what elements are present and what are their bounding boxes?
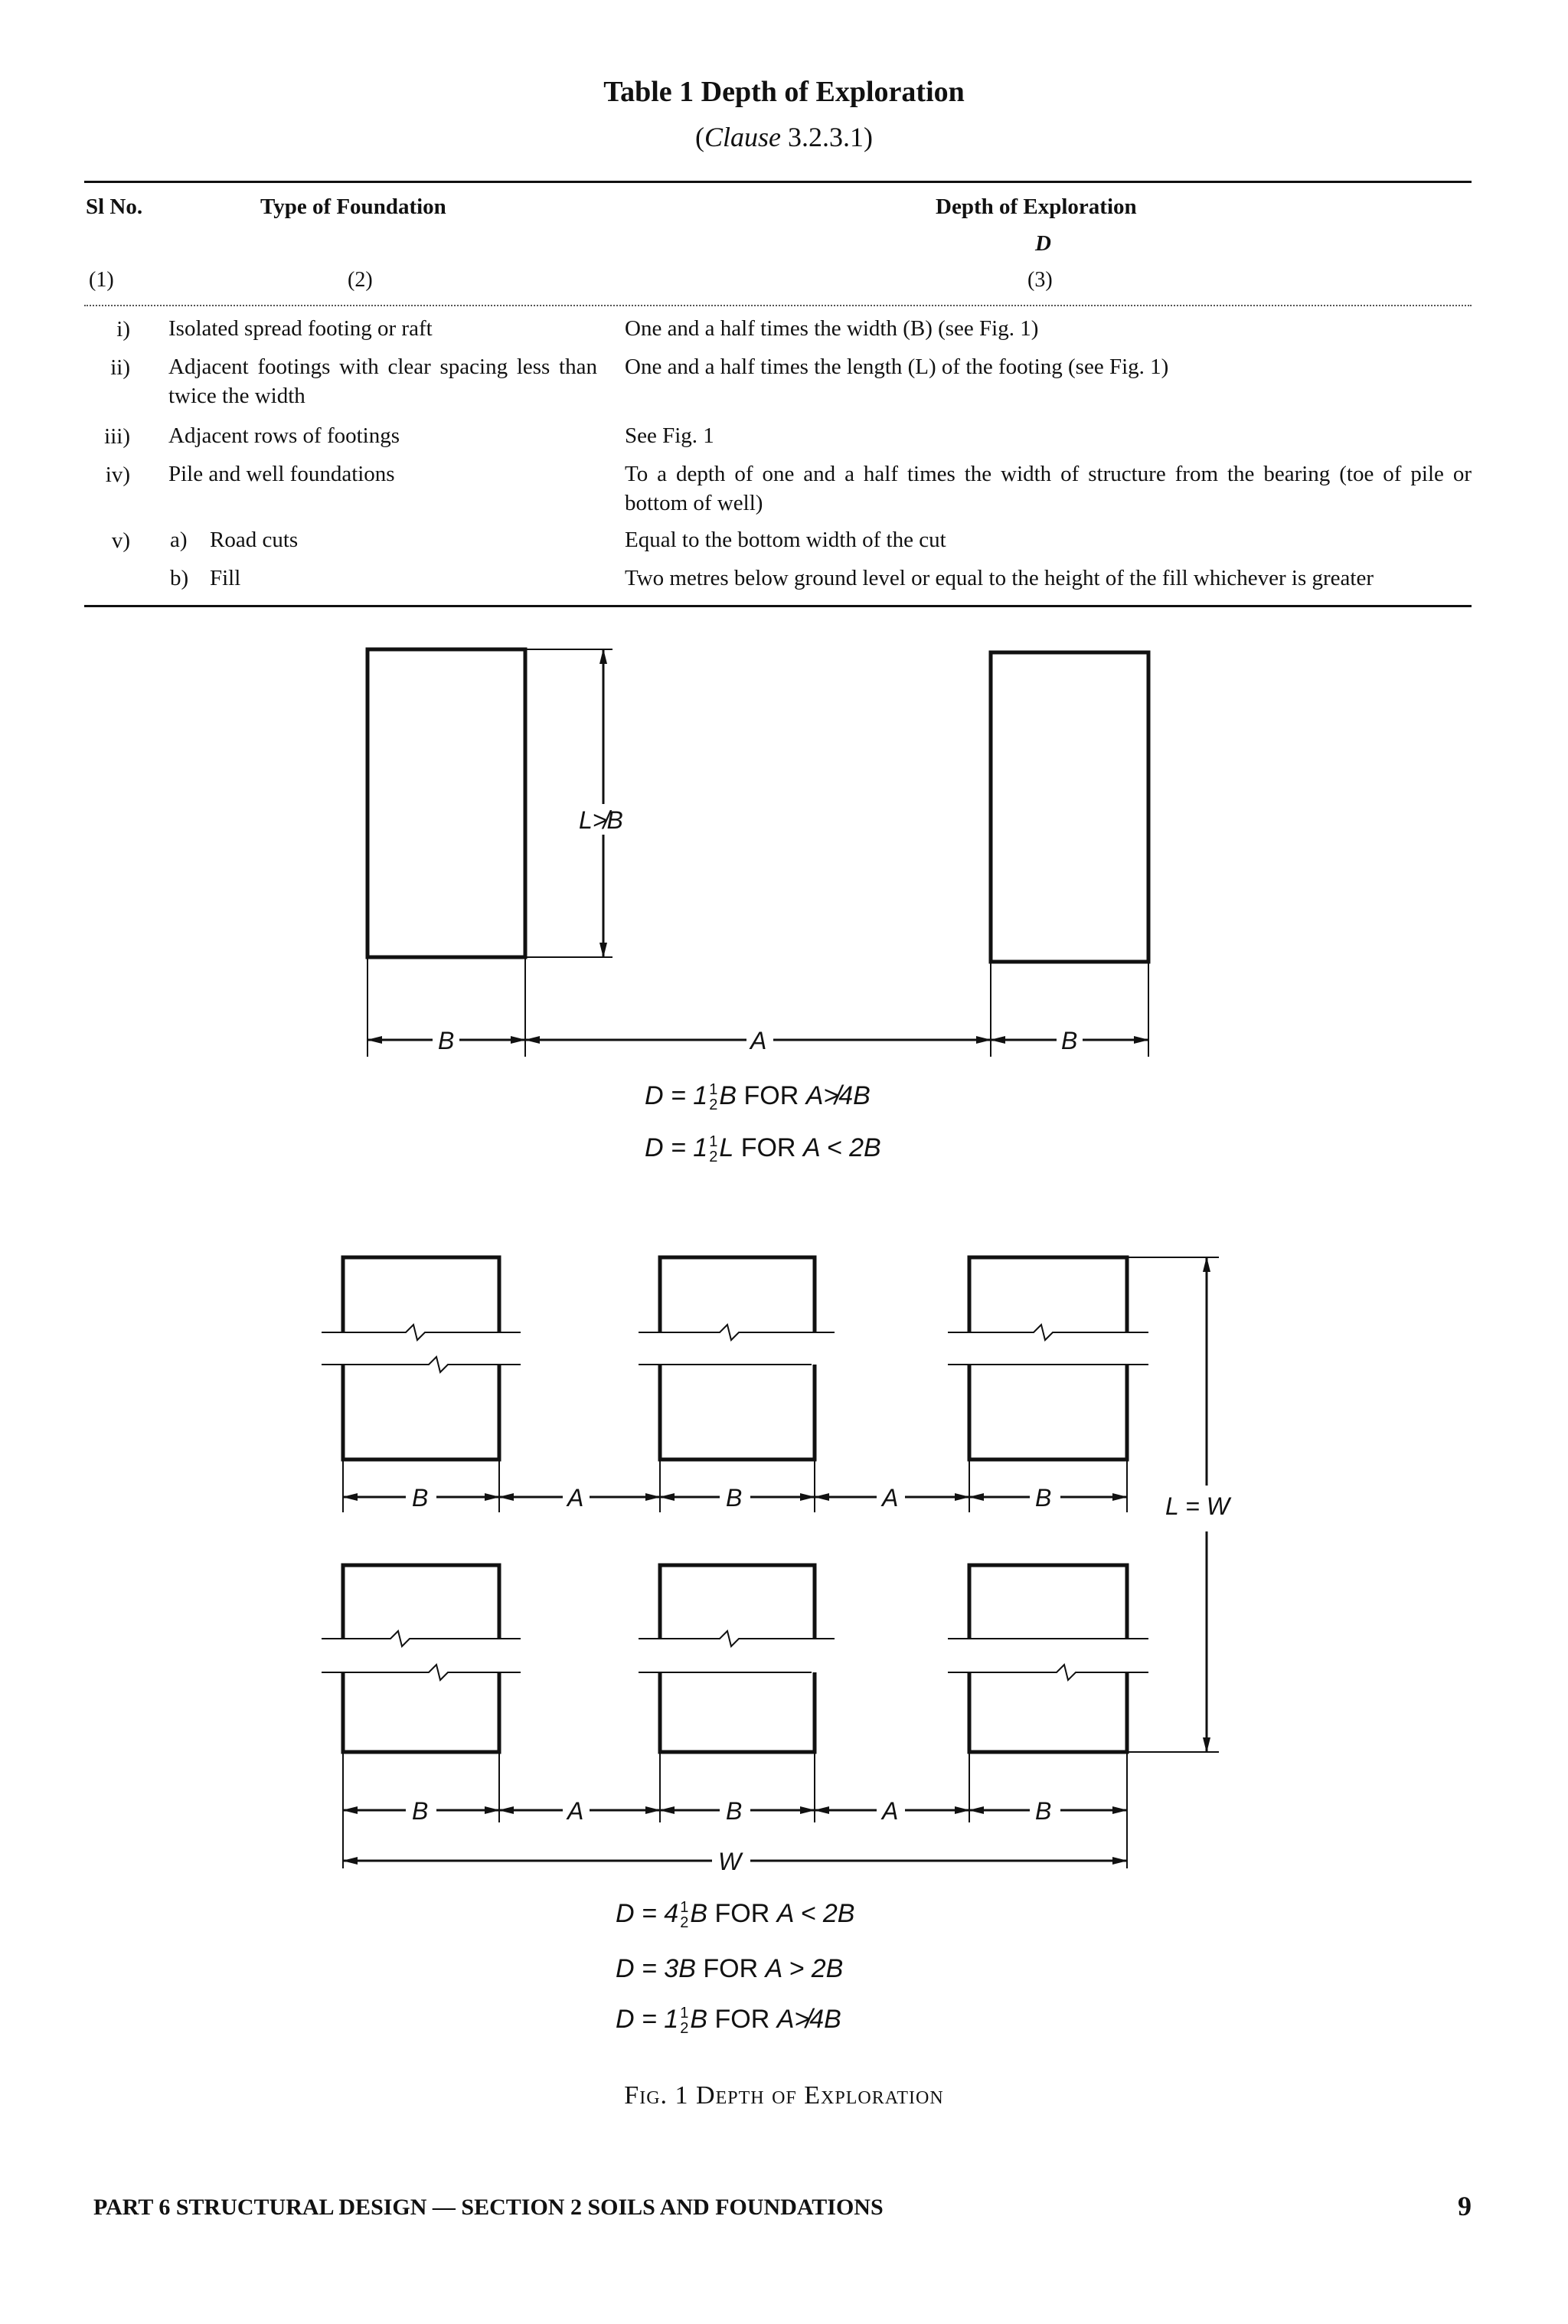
label-b-right: B bbox=[1061, 1027, 1078, 1054]
frac-num: 1 bbox=[709, 1133, 718, 1151]
cond-for: FOR bbox=[733, 1133, 803, 1162]
page-number: 9 bbox=[1458, 2191, 1472, 2221]
label-a-r1c2: A bbox=[882, 1484, 899, 1512]
page-footer: PART 6 STRUCTURAL DESIGN — SECTION 2 SOILS AND FOUNDATIONS bbox=[93, 2195, 884, 2220]
cond-lhs: D = 4 bbox=[616, 1899, 679, 1928]
row-3-type: Adjacent rows of footings bbox=[168, 423, 400, 448]
footing-left bbox=[368, 649, 525, 957]
footing-row-2 bbox=[322, 1565, 1148, 1752]
row-2-number: ii) bbox=[110, 355, 130, 380]
row-5a-depth: Equal to the bottom width of the cut bbox=[625, 528, 946, 552]
row-1-depth: One and a half times the width (B) (see Fig. 1) bbox=[625, 316, 1039, 341]
cond-lhs: D = 3 bbox=[616, 1954, 679, 1983]
fraction bbox=[680, 1900, 688, 1930]
row-4-type: Pile and well foundations bbox=[168, 462, 395, 486]
row-3-depth: See Fig. 1 bbox=[625, 423, 714, 448]
row-5a-type: Road cuts bbox=[210, 528, 299, 552]
row-2-depth: One and a half times the length (L) of the footing (see Fig. 1) bbox=[625, 355, 1169, 379]
cond-condition: A < 2B bbox=[776, 1899, 855, 1928]
clause-open: ( bbox=[694, 122, 704, 152]
frac-den: 2 bbox=[709, 1097, 718, 1114]
label-l-eq-w: L = W bbox=[1165, 1492, 1230, 1520]
label-a-top: A bbox=[750, 1027, 767, 1054]
frac-den: 2 bbox=[709, 1149, 718, 1166]
label-l-ge-b: L≯B bbox=[579, 806, 623, 834]
condition-bottom-1 bbox=[616, 1899, 854, 1930]
cond-condition: A < 2B bbox=[802, 1133, 881, 1162]
cond-lhs: D = 1 bbox=[616, 2005, 679, 2034]
cond-for: FOR bbox=[707, 2005, 777, 2034]
cond-for: FOR bbox=[707, 1899, 777, 1928]
fraction bbox=[709, 1134, 717, 1165]
figure-caption: Fig. 1 Depth of Exploration bbox=[624, 2081, 944, 2110]
cond-condition: A > 2B bbox=[765, 1954, 844, 1983]
cond-var: B bbox=[719, 1081, 737, 1110]
row-5b-depth: Two metres below ground level or equal to the height of the fill whichever is greater bbox=[625, 566, 1374, 590]
cond-lhs: D = 1 bbox=[645, 1133, 708, 1162]
column-number-1: (1) bbox=[89, 268, 114, 292]
label-b-r1c2: B bbox=[726, 1484, 743, 1512]
label-b-r1c3: B bbox=[1035, 1484, 1052, 1512]
fraction bbox=[680, 2005, 688, 2036]
frac-num: 1 bbox=[680, 1899, 689, 1917]
cond-var: B bbox=[690, 1899, 708, 1928]
cond-for: FOR bbox=[737, 1081, 806, 1110]
fraction bbox=[709, 1082, 717, 1113]
header-depth-of-exploration: Depth of Exploration bbox=[936, 194, 1137, 219]
cond-for: FOR bbox=[695, 1954, 766, 1983]
frac-num: 1 bbox=[680, 2005, 689, 2022]
frac-den: 2 bbox=[680, 1914, 689, 1932]
footing-right bbox=[991, 652, 1148, 962]
frac-den: 2 bbox=[680, 2020, 689, 2038]
row-4-number: iv) bbox=[105, 463, 130, 487]
row-4-depth: To a depth of one and a half times the width of structure from the bearing (toe of pile or bottom of well) bbox=[625, 462, 1472, 515]
row-5b-type: Fill bbox=[210, 566, 241, 590]
label-b-r2c2: B bbox=[726, 1797, 743, 1825]
condition-top-2 bbox=[645, 1133, 881, 1165]
cond-condition: A≯4B bbox=[776, 2005, 841, 2034]
column-number-2: (2) bbox=[348, 268, 373, 292]
clause-word: Clause bbox=[704, 122, 781, 152]
label-a-r2c2: A bbox=[882, 1797, 899, 1825]
row-5a-sub: a) bbox=[170, 528, 188, 552]
cond-condition: A≯4B bbox=[805, 1081, 871, 1110]
label-b-r2c1: B bbox=[412, 1797, 429, 1825]
row-5-number: v) bbox=[111, 528, 130, 553]
condition-bottom-2 bbox=[616, 1954, 843, 1984]
row-1-number: i) bbox=[116, 317, 130, 342]
row-5b-sub: b) bbox=[170, 566, 189, 590]
label-b-left: B bbox=[438, 1027, 455, 1054]
label-b-r1c1: B bbox=[412, 1484, 429, 1512]
label-b-r2c3: B bbox=[1035, 1797, 1052, 1825]
row-1-type: Isolated spread footing or raft bbox=[168, 316, 433, 341]
header-depth-symbol: D bbox=[1035, 231, 1051, 256]
header-sl-no: Sl No. bbox=[86, 194, 143, 219]
row-3-number: iii) bbox=[104, 424, 130, 449]
header-type-of-foundation: Type of Foundation bbox=[260, 194, 446, 219]
label-w: W bbox=[718, 1848, 742, 1875]
frac-num: 1 bbox=[709, 1081, 718, 1099]
table-title: Table 1 Depth of Exploration bbox=[603, 76, 965, 108]
condition-top-1 bbox=[645, 1081, 871, 1113]
label-a-r2c1: A bbox=[567, 1797, 584, 1825]
footing-row-1 bbox=[322, 1257, 1148, 1459]
cond-var: L bbox=[719, 1133, 734, 1162]
column-number-3: (3) bbox=[1027, 268, 1053, 292]
clause-number: 3.2.3.1) bbox=[781, 122, 873, 152]
cond-var: B bbox=[678, 1954, 696, 1983]
label-a-r1c1: A bbox=[567, 1484, 584, 1512]
cond-lhs: D = 1 bbox=[645, 1081, 708, 1110]
row-2-type: Adjacent footings with clear spacing less than twice the width bbox=[168, 355, 597, 408]
condition-bottom-3 bbox=[616, 2005, 841, 2036]
cond-var: B bbox=[690, 2005, 708, 2034]
